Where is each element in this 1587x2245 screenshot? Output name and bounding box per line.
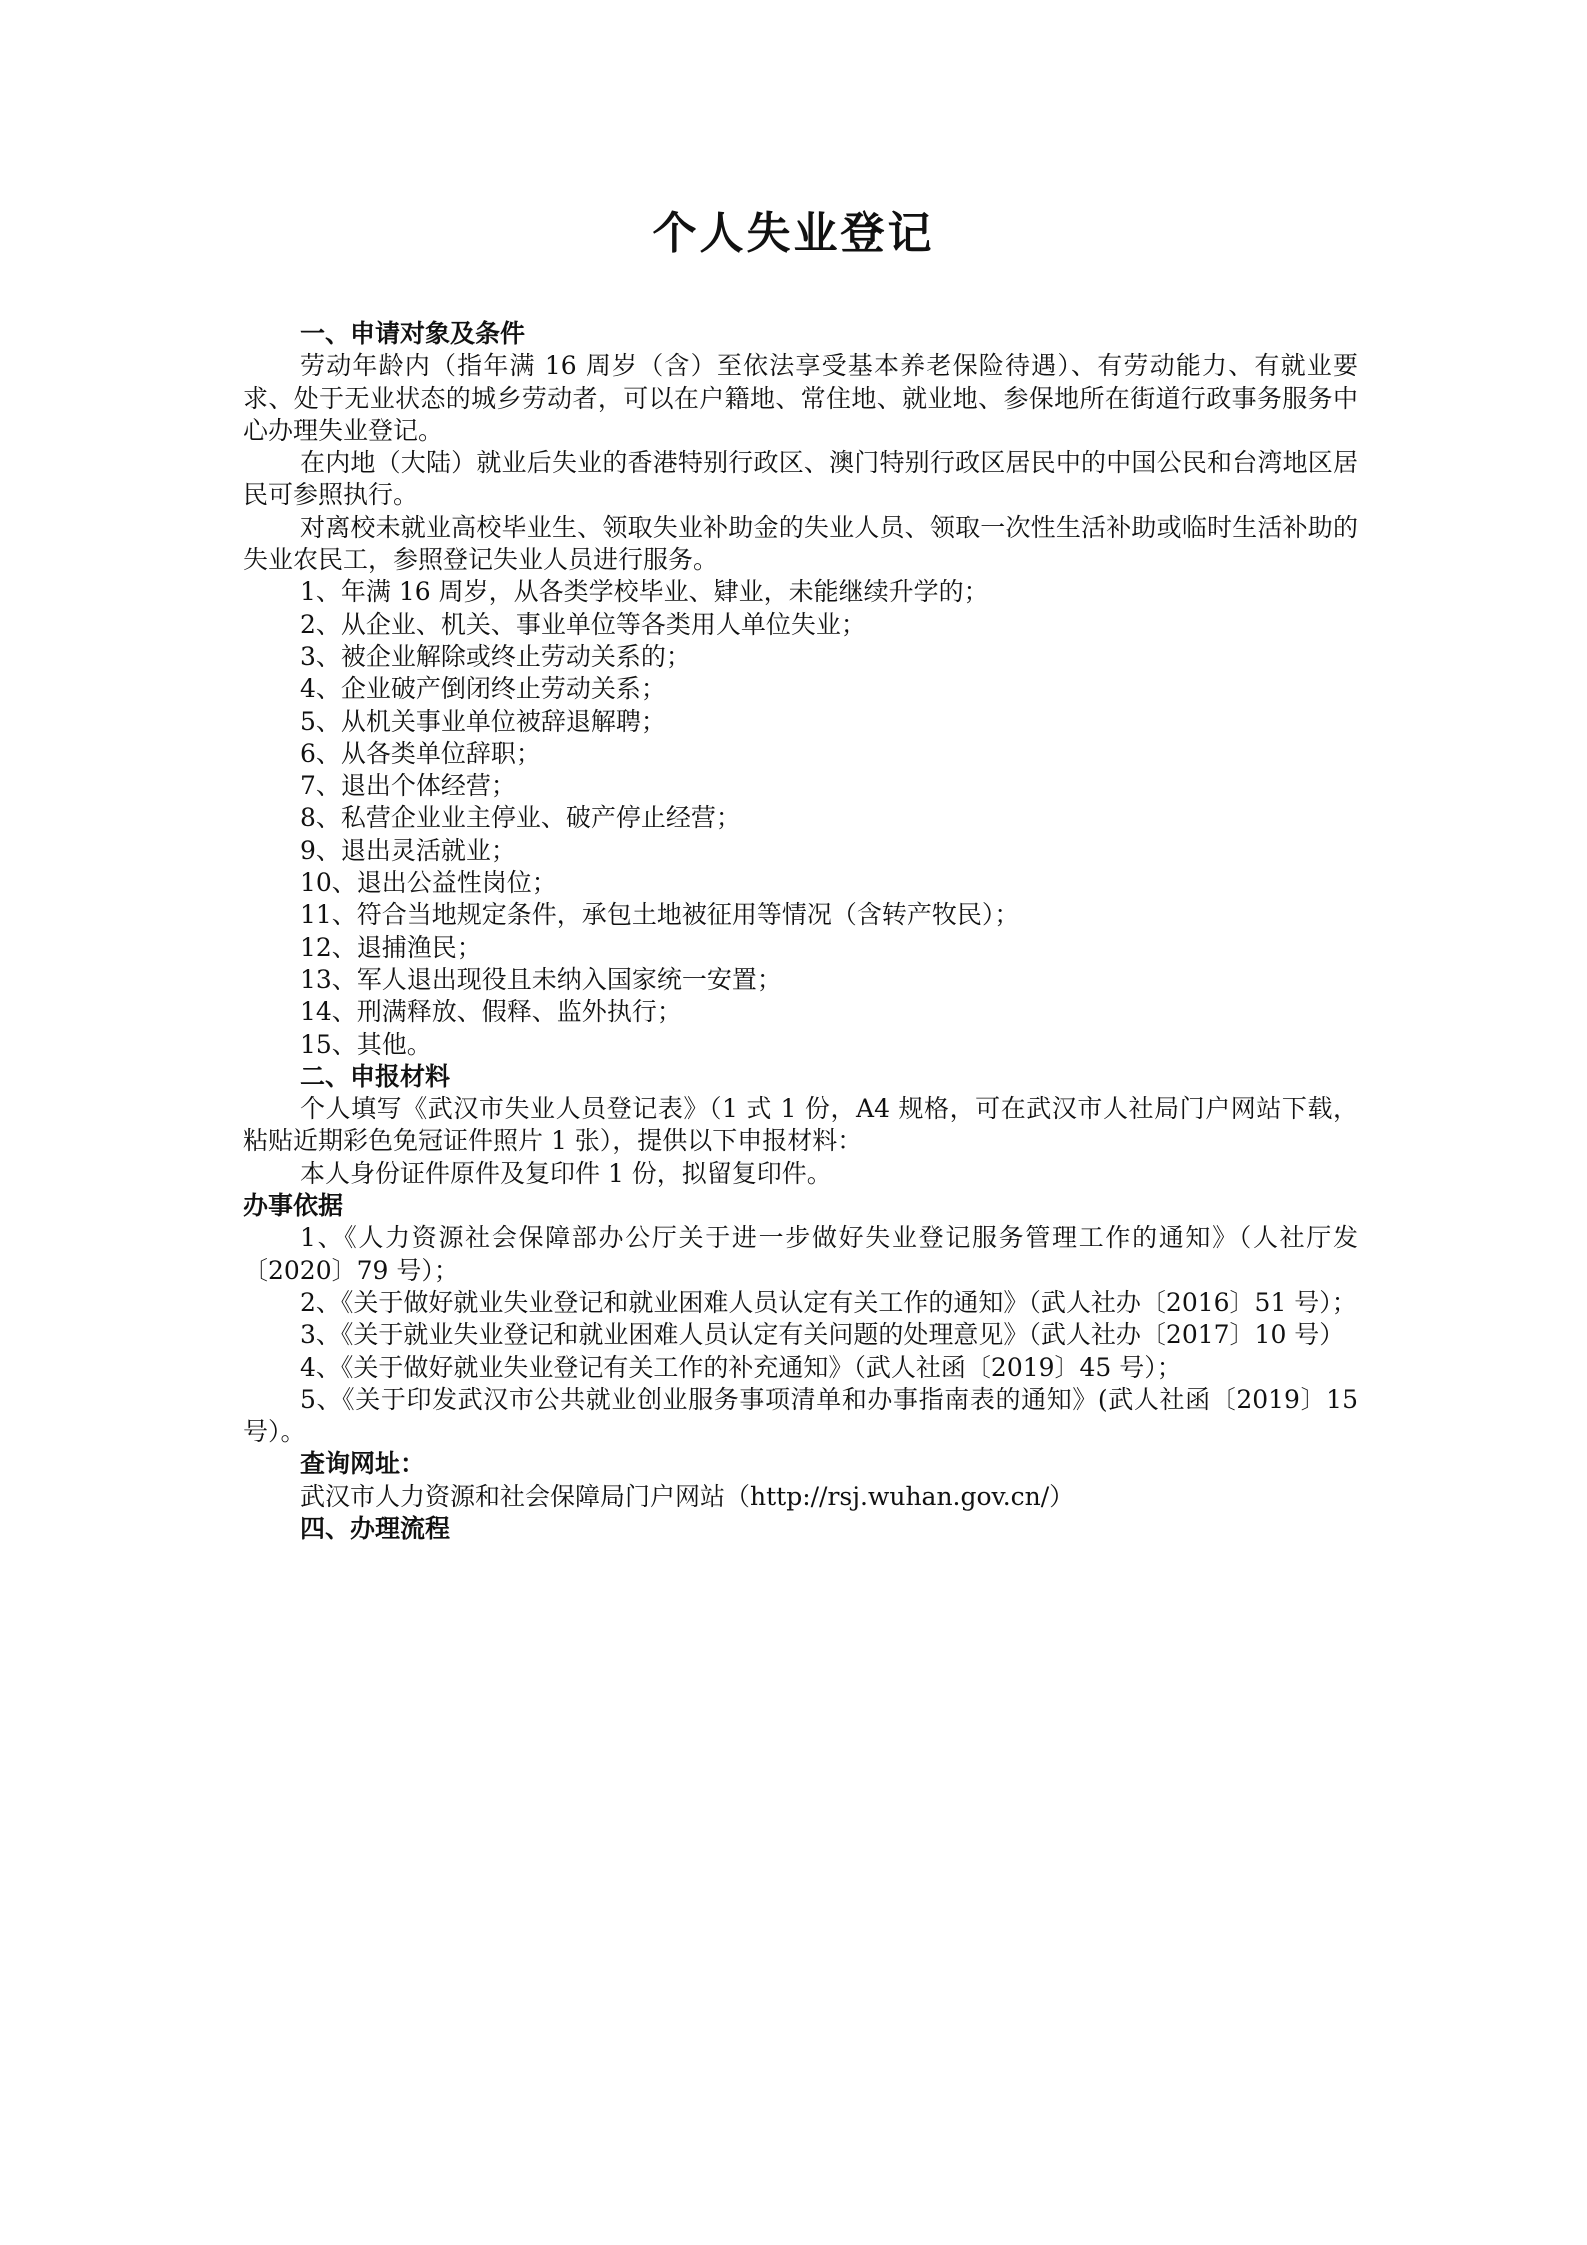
section-heading-query: 查询网址：: [300, 1449, 426, 1479]
condition-item: 9、退出灵活就业；: [300, 835, 516, 865]
query-url-text: 武汉市人力资源和社会保障局门户网站（http://rsj.wuhan.gov.cn/）: [300, 1481, 1075, 1511]
paragraph: 在内地（大陆）就业后失业的香港特别行政区、澳门特别行政区居民中的中国公民和台湾地区居民可参照执行。: [243, 448, 1358, 510]
section-heading-applicants: 一、申请对象及条件: [300, 319, 526, 348]
condition-item: 10、退出公益性岗位；: [300, 868, 557, 898]
condition-item: 13、军人退出现役且未纳入国家统一安置；: [300, 964, 782, 994]
condition-item: 5、从机关事业单位被辞退解聘；: [300, 706, 666, 736]
condition-item: 2、从企业、机关、事业单位等各类用人单位失业；: [300, 609, 866, 639]
condition-item: 11、符合当地规定条件，承包土地被征用等情况（含转产牧民）；: [300, 900, 1020, 930]
basis-item: 2、《关于做好就业失业登记和就业困难人员认定有关工作的通知》（武人社办〔2016〕51 号）；: [300, 1287, 1357, 1317]
basis-item: 4、《关于做好就业失业登记有关工作的补充通知》（武人社函〔2019〕45 号）；: [300, 1352, 1182, 1382]
condition-item: 15、其他。: [300, 1029, 432, 1059]
page-title: 个人失业登记: [652, 208, 935, 259]
section-heading-basis: 办事依据: [243, 1191, 344, 1221]
paragraph: 对离校未就业高校毕业生、领取失业补助金的失业人员、领取一次性生活补助或临时生活补助的失业农民工，参照登记失业人员进行服务。: [243, 512, 1358, 575]
condition-item: 12、退捕渔民；: [300, 932, 482, 962]
paragraph: 个人填写《武汉市失业人员登记表》（1 式 1 份，A4 规格，可在武汉市人社局门户网站下载，粘贴近期彩色免冠证件照片 1 张），提供以下申报材料：: [243, 1094, 1358, 1156]
condition-item: 3、被企业解除或终止劳动关系的；: [300, 641, 691, 671]
document-body: [243, 318, 1358, 1545]
paragraph: 劳动年龄内（指年满 16 周岁（含）至依法享受基本养老保险待遇）、有劳动能力、有就业要求、处于无业状态的城乡劳动者，可以在户籍地、常住地、就业地、参保地所在街道行政事务服务中心办理失业登记。: [243, 351, 1358, 445]
basis-item: 1、《人力资源社会保障部办公厅关于进一步做好失业登记服务管理工作的通知》（人社厅发〔2020〕79 号）；: [243, 1223, 1358, 1285]
condition-item: 7、退出个体经营；: [300, 771, 516, 801]
basis-item: 3、《关于就业失业登记和就业困难人员认定有关问题的处理意见》（武人社办〔2017〕10 号）: [300, 1320, 1345, 1350]
paragraph: 本人身份证件原件及复印件 1 份，拟留复印件。: [300, 1158, 832, 1188]
section-heading-materials: 二、申报材料: [300, 1061, 451, 1091]
condition-item: 14、刑满释放、假释、监外执行；: [300, 997, 682, 1027]
condition-item: 4、企业破产倒闭终止劳动关系；: [300, 674, 666, 704]
condition-item: 6、从各类单位辞职；: [300, 738, 541, 768]
basis-item: 5、《关于印发武汉市公共就业创业服务事项清单和办事指南表的通知》(武人社函〔2019〕15 号）。: [243, 1384, 1358, 1447]
condition-item: 1、年满 16 周岁，从各类学校毕业、肄业，未能继续升学的；: [300, 577, 989, 607]
section-heading-process: 四、办理流程: [300, 1513, 451, 1543]
condition-item: 8、私营企业业主停业、破产停止经营；: [300, 803, 741, 833]
